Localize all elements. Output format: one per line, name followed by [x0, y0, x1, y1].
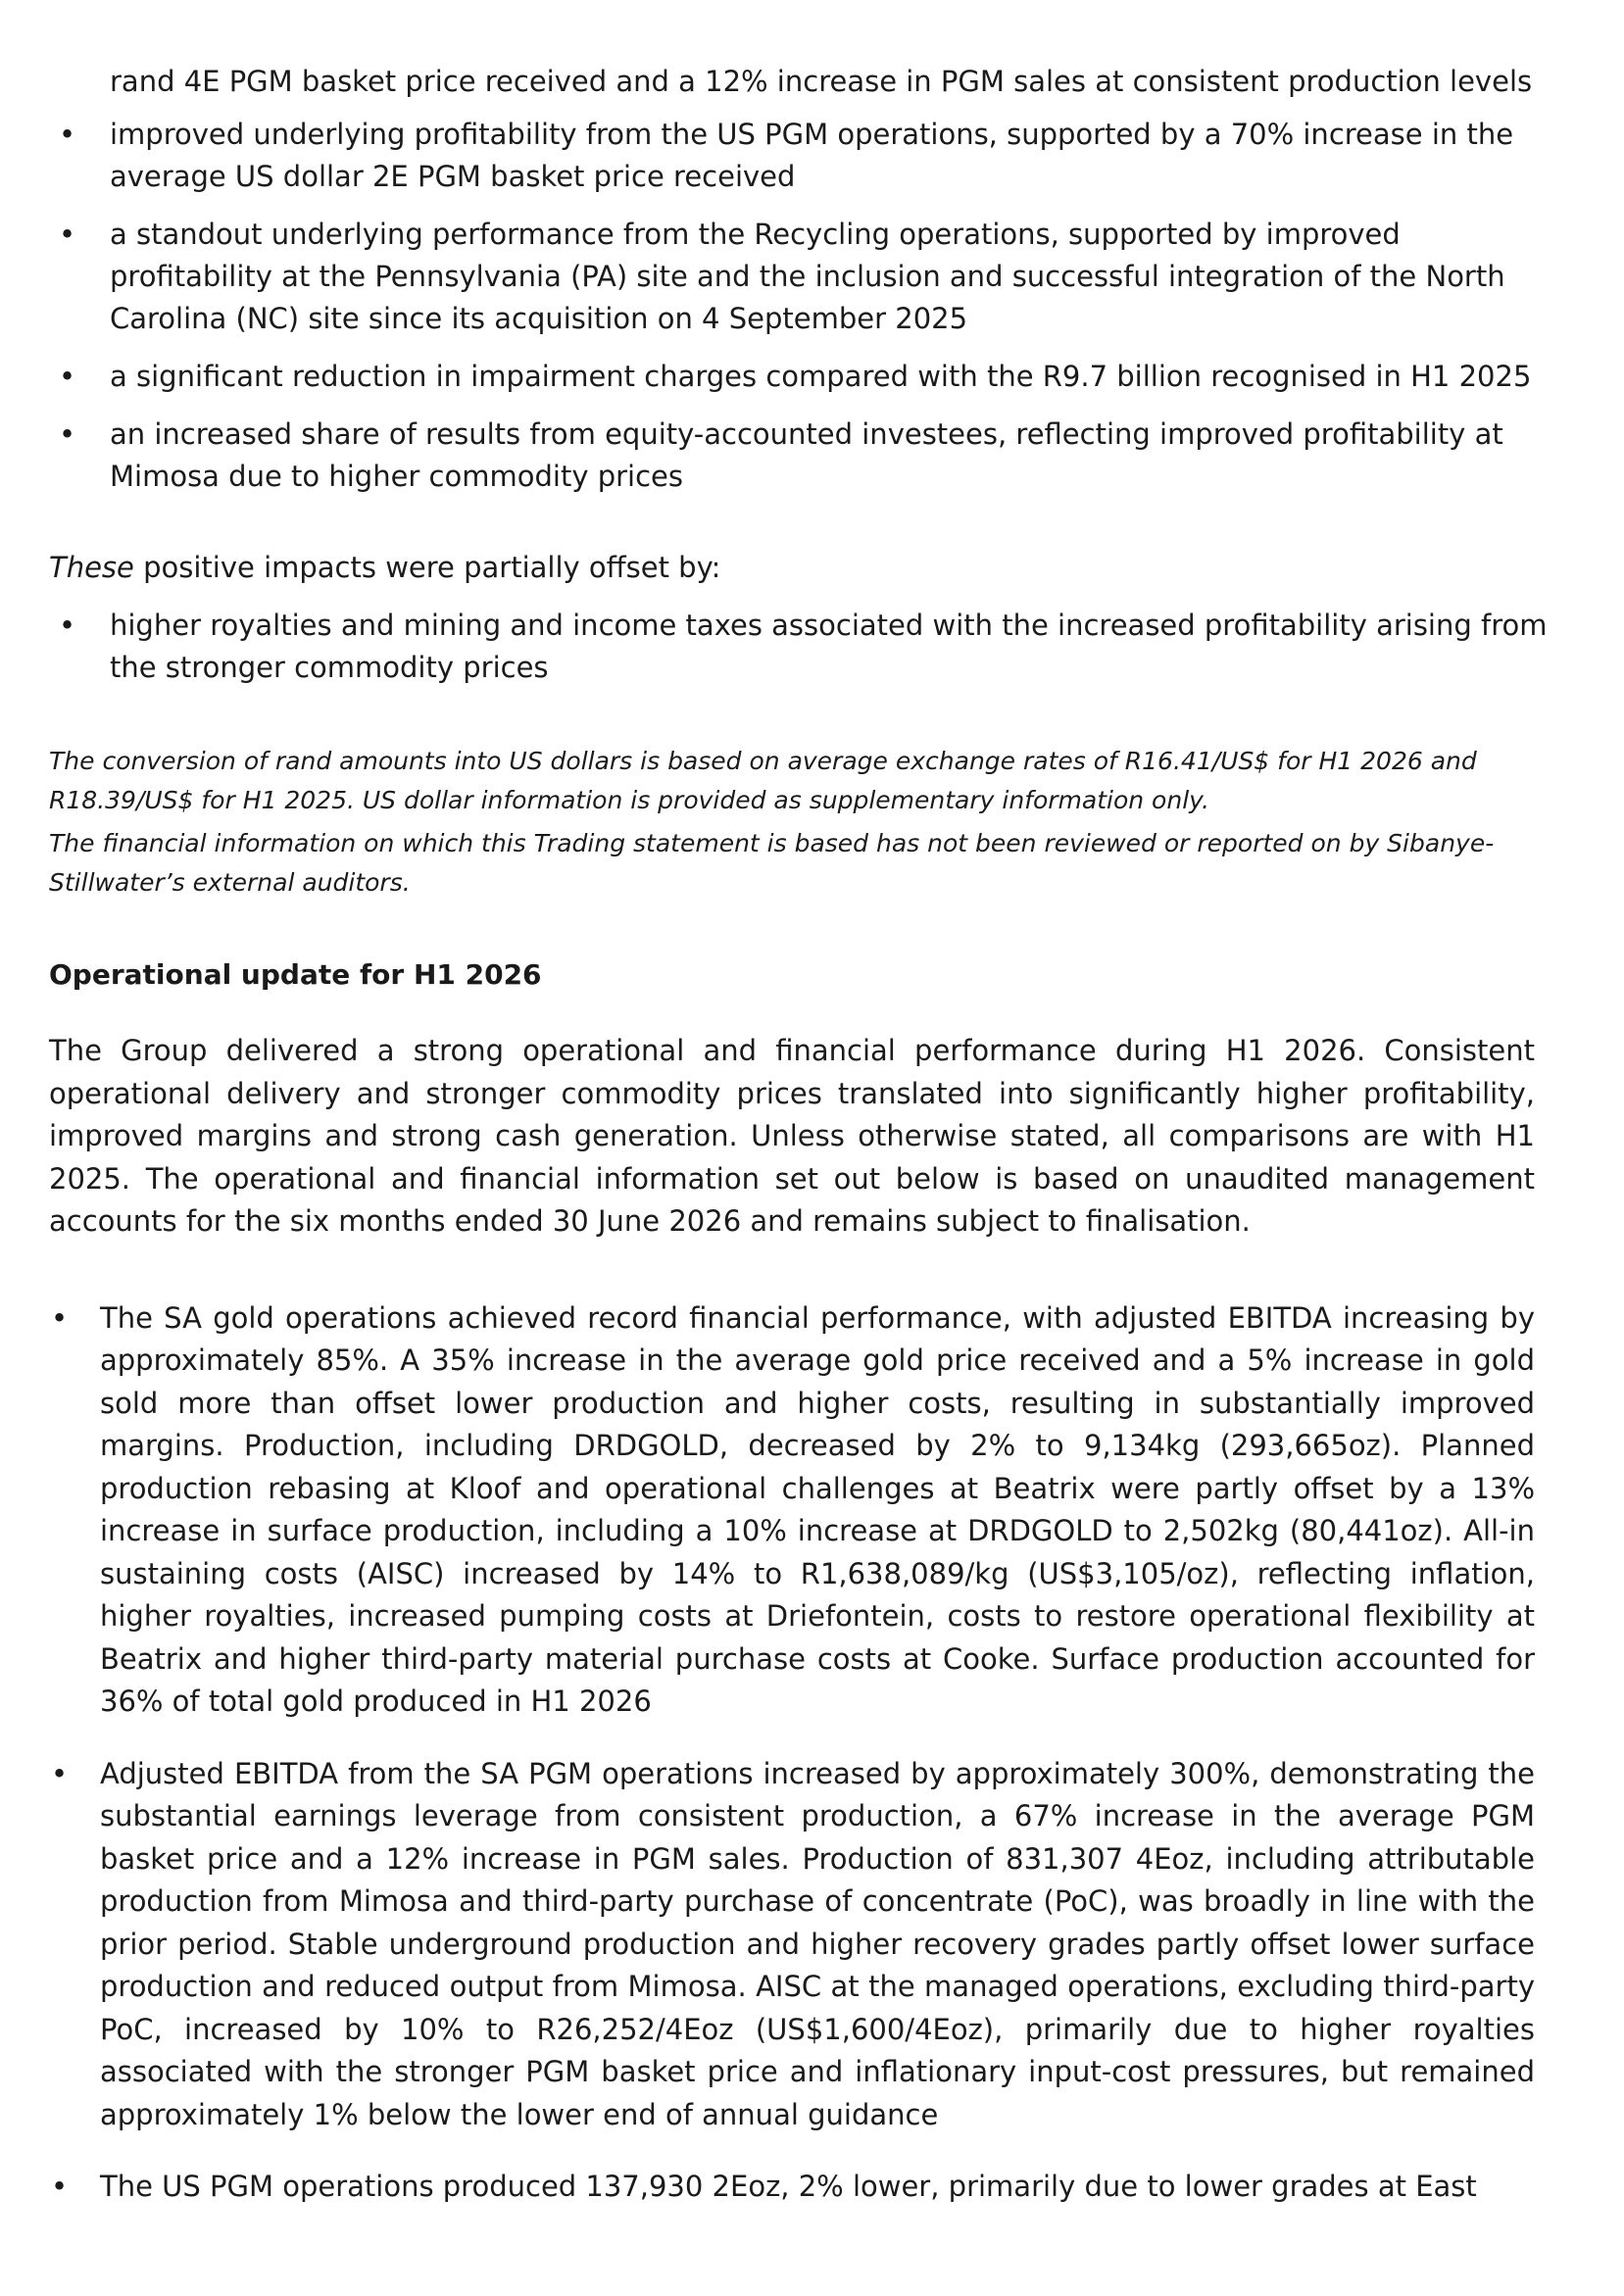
document-page — [49, 61, 1549, 2238]
bullet-icon: • — [51, 2170, 69, 2203]
list-item — [49, 605, 1549, 689]
bullet-icon: • — [59, 118, 76, 151]
bullet-icon: • — [59, 218, 76, 251]
bullet-icon: • — [51, 1756, 69, 1790]
operations-list — [49, 1297, 1549, 2209]
list-item — [49, 214, 1549, 340]
list-item-text: an increased share of results from equity-accounted investees, reflecting improved profitability at Mimosa due to higher commodity prices — [110, 417, 1503, 493]
offset-intro-italic: These — [49, 551, 134, 584]
list-item-text: The US PGM operations produced 137,930 2Eoz, 2% lower, primarily due to lower grades at East — [100, 2170, 1477, 2203]
auditor-note: The financial information on which this Trading statement is based has not been reviewed or reported on by Sibanye-Stillwater’s external auditors. — [49, 829, 1495, 897]
list-item-text: a standout underlying performance from the Recycling operations, supported by improved profitability at the Pennsylvania (PA) site and the inclusion and successful integration of the North Carolina (NC) site since its acquisition on 4 September 2025 — [110, 218, 1505, 335]
footnotes — [49, 742, 1549, 903]
list-item — [49, 114, 1549, 198]
bullet-icon: • — [59, 417, 76, 451]
list-item — [49, 1753, 1535, 2137]
list-item-text: improved underlying profitability from the US PGM operations, supported by a 70% increase in the average US dollar 2E PGM basket price received — [110, 118, 1514, 193]
list-item-text: Adjusted EBITDA from the SA PGM operations increased by approximately 300%, demonstrating the substantial earnings leverage from consistent production, a 67% increase in the average PGM basket price and a 12% increase in PGM sales. Production of 831,307 4Eoz, including attributable production from Mimosa and third-party purchase of concentrate (PoC), was broadly in line with the prior period. Stable underground production and higher recovery grades partly offset lower surface production and reduced output from Mimosa. AISC at the managed operations, excluding third-party PoC, increased by 10% to R26,252/4Eoz (US$1,600/4Eoz), primarily due to higher royalties associated with the stronger PGM basket price and inflationary input-cost pressures, but remained approximately 1% below the lower end of annual guidance — [100, 1756, 1535, 2131]
offsets-list — [49, 605, 1549, 689]
bullet-icon: • — [59, 360, 76, 393]
bullet-icon: • — [59, 609, 76, 642]
exchange-rate-note: The conversion of rand amounts into US dollars is based on average exchange rates of R16.41/US$ for H1 2026 and R18.39/US$ for H1 2025. US dollar information is provided as supplementary information only. — [49, 747, 1477, 814]
list-item-text: higher royalties and mining and income taxes associated with the increased profitability arising from the stronger commodity prices — [110, 609, 1548, 684]
list-item — [49, 414, 1549, 498]
list-item-text: a significant reduction in impairment charges compared with the R9.7 billion recognised in H1 2025 — [110, 360, 1532, 393]
body-paragraph: The Group delivered a strong operational and financial performance during H1 2026. Consistent operational delivery and stronger commodity prices translated into significantly higher profitability, improved margins and strong cash generation. Unless otherwise stated, all comparisons are with H1 2025. The operational and financial information set out below is based on unaudited management accounts for the six months ended 30 June 2026 and remains subject to finalisation. — [49, 1034, 1535, 1238]
continued-bullet-text: rand 4E PGM basket price received and a 12% increase in PGM sales at consistent production levels — [110, 65, 1533, 98]
positive-impacts-list — [49, 114, 1549, 498]
list-item-text: The SA gold operations achieved record financial performance, with adjusted EBITDA increasing by approximately 85%. A 35% increase in the average gold price received and a 5% increase in gold sold more than offset lower production and higher costs, resulting in substantially improved margins. Production, including DRDGOLD, decreased by 2% to 9,134kg (293,665oz). Planned production rebasing at Kloof and operational challenges at Beatrix were partly offset by a 13% increase in surface production, including a 10% increase at DRDGOLD to 2,502kg (80,441oz). All-in sustaining costs (AISC) increased by 14% to R1,638,089/kg (US$3,105/oz), reflecting inflation, higher royalties, increased pumping costs at Driefontein, costs to restore operational flexibility at Beatrix and higher third-party material purchase costs at Cooke. Surface production accounted for 36% of total gold produced in H1 2026 — [100, 1300, 1535, 1718]
offset-intro-text: positive impacts were partially offset by: — [133, 551, 721, 584]
list-item — [49, 2166, 1535, 2209]
list-item — [49, 356, 1549, 398]
offset-intro — [49, 547, 1549, 589]
section-heading: Operational update for H1 2026 — [49, 958, 542, 991]
list-item — [49, 1297, 1535, 1724]
bullet-icon: • — [51, 1300, 69, 1335]
